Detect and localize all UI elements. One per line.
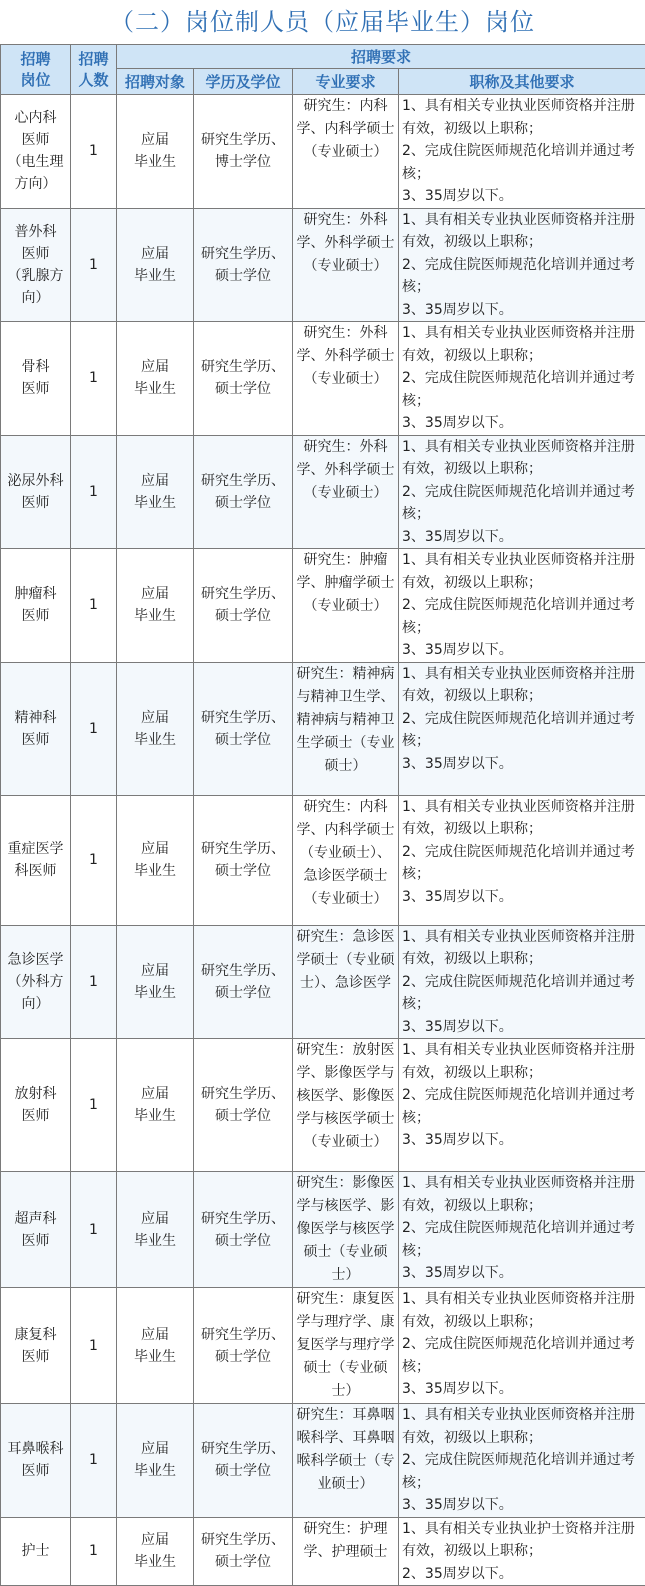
requirement-line: 1、具有相关专业执业医师资格并注册有效，初级以上职称； xyxy=(402,926,642,971)
major-cell: 研究生：康复医学与理疗学、康复医学与理疗学硕士（专业硕士） xyxy=(293,1288,399,1404)
count-cell: 1 xyxy=(71,1404,117,1518)
header-post: 招聘 岗位 xyxy=(1,45,71,95)
table-row xyxy=(1,795,645,925)
requirement-line: 1、具有相关专业执业医师资格并注册有效，初级以上职称； xyxy=(402,549,642,594)
count-cell: 1 xyxy=(71,95,117,209)
other-requirements-cell xyxy=(399,95,645,209)
education-cell: 研究生学历、 硕士学位 xyxy=(194,925,293,1039)
target-cell: 应届 毕业生 xyxy=(117,1288,194,1404)
other-requirements-cell xyxy=(399,1517,645,1586)
major-cell: 研究生：护理学、护理硕士 xyxy=(293,1517,399,1586)
requirement-line: 3、35周岁以下。 xyxy=(402,1129,642,1152)
education-cell: 研究生学历、 博士学位 xyxy=(194,95,293,209)
table-row xyxy=(1,208,645,322)
requirement-line: 3、35周岁以下。 xyxy=(402,412,642,435)
table-row xyxy=(1,1517,645,1586)
requirement-line: 2、完成住院医师规范化培训并通过考核； xyxy=(402,1333,642,1378)
target-cell: 应届 毕业生 xyxy=(117,1404,194,1518)
requirement-line: 3、35周岁以下。 xyxy=(402,886,642,909)
requirement-line: 1、具有相关专业执业医师资格并注册有效，初级以上职称； xyxy=(402,1288,642,1333)
major-cell: 研究生：肿瘤学、肿瘤学硕士（专业硕士） xyxy=(293,549,399,663)
target-cell: 应届 毕业生 xyxy=(117,1517,194,1586)
target-cell: 应届 毕业生 xyxy=(117,95,194,209)
major-cell: 研究生：精神病与精神卫生学、精神病与精神卫生学硕士（专业硕士） xyxy=(293,662,399,795)
count-cell: 1 xyxy=(71,1517,117,1586)
target-cell: 应届 毕业生 xyxy=(117,435,194,549)
requirement-line: 2、完成住院医师规范化培训并通过考核； xyxy=(402,841,642,886)
major-cell: 研究生：耳鼻咽喉科学、耳鼻咽喉科学硕士（专业硕士） xyxy=(293,1404,399,1518)
post-cell: 护士 xyxy=(1,1517,71,1586)
target-cell: 应届 毕业生 xyxy=(117,322,194,436)
requirement-line: 3、35周岁以下。 xyxy=(402,1378,642,1401)
table-row xyxy=(1,1172,645,1288)
other-requirements-cell xyxy=(399,549,645,663)
requirement-line: 2、完成住院医师规范化培训并通过考核； xyxy=(402,481,642,526)
other-requirements-cell xyxy=(399,322,645,436)
requirement-line: 2、完成住院医师规范化培训并通过考核； xyxy=(402,1084,642,1129)
requirement-line: 1、具有相关专业执业医师资格并注册有效，初级以上职称； xyxy=(402,209,642,254)
target-cell: 应届 毕业生 xyxy=(117,662,194,795)
requirement-line: 1、具有相关专业执业医师资格并注册有效，初级以上职称； xyxy=(402,1039,642,1084)
requirement-line: 1、具有相关专业执业医师资格并注册有效，初级以上职称； xyxy=(402,1172,642,1217)
recruitment-table xyxy=(0,44,645,1586)
post-cell: 耳鼻喉科 医师 xyxy=(1,1404,71,1518)
target-cell: 应届 毕业生 xyxy=(117,549,194,663)
post-cell: 超声科 医师 xyxy=(1,1172,71,1288)
count-cell: 1 xyxy=(71,1288,117,1404)
table-row xyxy=(1,1039,645,1172)
other-requirements-cell xyxy=(399,435,645,549)
post-cell: 精神科 医师 xyxy=(1,662,71,795)
post-cell: 急诊医学 （外科方 向） xyxy=(1,925,71,1039)
education-cell: 研究生学历、 硕士学位 xyxy=(194,322,293,436)
requirement-line: 2、完成住院医师规范化培训并通过考核； xyxy=(402,1449,642,1494)
post-cell: 骨科 医师 xyxy=(1,322,71,436)
count-cell: 1 xyxy=(71,435,117,549)
count-cell: 1 xyxy=(71,549,117,663)
header-count: 招聘 人数 xyxy=(71,45,117,95)
requirement-line: 3、35周岁以下。 xyxy=(402,1262,642,1285)
post-cell: 重症医学 科医师 xyxy=(1,795,71,925)
education-cell: 研究生学历、 硕士学位 xyxy=(194,1404,293,1518)
target-cell: 应届 毕业生 xyxy=(117,208,194,322)
header-other: 职称及其他要求 xyxy=(399,69,645,95)
major-cell: 研究生：内科学、内科学硕士（专业硕士）、急诊医学硕士（专业硕士） xyxy=(293,795,399,925)
table-row xyxy=(1,925,645,1039)
count-cell: 1 xyxy=(71,208,117,322)
requirement-line: 3、35周岁以下。 xyxy=(402,1494,642,1517)
requirement-line: 1、具有相关专业执业医师资格并注册有效，初级以上职称； xyxy=(402,796,642,841)
count-cell: 1 xyxy=(71,662,117,795)
requirement-line: 2、完成住院医师规范化培训并通过考核； xyxy=(402,140,642,185)
page-title: （二）岗位制人员（应届毕业生）岗位 xyxy=(0,0,645,44)
requirement-line: 2、完成住院医师规范化培训并通过考核； xyxy=(402,1217,642,1262)
header-target: 招聘对象 xyxy=(117,69,194,95)
other-requirements-cell xyxy=(399,795,645,925)
table-row xyxy=(1,322,645,436)
count-cell: 1 xyxy=(71,1039,117,1172)
requirement-line: 2、完成住院医师规范化培训并通过考核； xyxy=(402,254,642,299)
education-cell: 研究生学历、 硕士学位 xyxy=(194,795,293,925)
post-cell: 放射科 医师 xyxy=(1,1039,71,1172)
count-cell: 1 xyxy=(71,322,117,436)
target-cell: 应届 毕业生 xyxy=(117,795,194,925)
education-cell: 研究生学历、 硕士学位 xyxy=(194,549,293,663)
table-row xyxy=(1,549,645,663)
post-cell: 康复科 医师 xyxy=(1,1288,71,1404)
table-row xyxy=(1,1404,645,1518)
major-cell: 研究生：急诊医学硕士（专业硕士）、急诊医学 xyxy=(293,925,399,1039)
count-cell: 1 xyxy=(71,925,117,1039)
other-requirements-cell xyxy=(399,1039,645,1172)
requirement-line: 2、完成住院医师规范化培训并通过考核； xyxy=(402,971,642,1016)
requirement-line: 2、完成住院医师规范化培训并通过考核； xyxy=(402,708,642,753)
target-cell: 应届 毕业生 xyxy=(117,1172,194,1288)
header-requirements: 招聘要求 xyxy=(117,45,645,69)
requirement-line: 1、具有相关专业执业医师资格并注册有效，初级以上职称； xyxy=(402,663,642,708)
target-cell: 应届 毕业生 xyxy=(117,1039,194,1172)
requirement-line: 3、35周岁以下。 xyxy=(402,526,642,549)
education-cell: 研究生学历、 硕士学位 xyxy=(194,1039,293,1172)
requirement-line: 3、35周岁以下。 xyxy=(402,753,642,776)
requirement-line: 1、具有相关专业执业医师资格并注册有效，初级以上职称； xyxy=(402,95,642,140)
major-cell: 研究生：外科学、外科学硕士（专业硕士） xyxy=(293,322,399,436)
post-cell: 肿瘤科 医师 xyxy=(1,549,71,663)
major-cell: 研究生：影像医学与核医学、影像医学与核医学硕士（专业硕士） xyxy=(293,1172,399,1288)
post-cell: 泌尿外科 医师 xyxy=(1,435,71,549)
table-row xyxy=(1,435,645,549)
table-row xyxy=(1,662,645,795)
count-cell: 1 xyxy=(71,1172,117,1288)
table-row xyxy=(1,1288,645,1404)
education-cell: 研究生学历、 硕士学位 xyxy=(194,1288,293,1404)
other-requirements-cell xyxy=(399,1172,645,1288)
count-cell: 1 xyxy=(71,795,117,925)
education-cell: 研究生学历、 硕士学位 xyxy=(194,662,293,795)
requirement-line: 3、35周岁以下。 xyxy=(402,1016,642,1039)
header-education: 学历及学位 xyxy=(194,69,293,95)
major-cell: 研究生：内科学、内科学硕士（专业硕士） xyxy=(293,95,399,209)
other-requirements-cell xyxy=(399,1288,645,1404)
requirement-line: 3、35周岁以下。 xyxy=(402,299,642,322)
requirement-line: 1、具有相关专业执业护士资格并注册有效，初级以上职称； xyxy=(402,1518,642,1563)
requirement-line: 2、35周岁以下。 xyxy=(402,1563,642,1586)
education-cell: 研究生学历、 硕士学位 xyxy=(194,1517,293,1586)
major-cell: 研究生：放射医学、影像医学与核医学、影像医学与核医学硕士（专业硕士） xyxy=(293,1039,399,1172)
target-cell: 应届 毕业生 xyxy=(117,925,194,1039)
education-cell: 研究生学历、 硕士学位 xyxy=(194,435,293,549)
requirement-line: 3、35周岁以下。 xyxy=(402,185,642,208)
table-row xyxy=(1,95,645,209)
requirement-line: 1、具有相关专业执业医师资格并注册有效，初级以上职称； xyxy=(402,436,642,481)
other-requirements-cell xyxy=(399,925,645,1039)
other-requirements-cell xyxy=(399,1404,645,1518)
requirement-line: 2、完成住院医师规范化培训并通过考核； xyxy=(402,367,642,412)
requirement-line: 1、具有相关专业执业医师资格并注册有效，初级以上职称； xyxy=(402,322,642,367)
requirement-line: 1、具有相关专业执业医师资格并注册有效，初级以上职称； xyxy=(402,1404,642,1449)
post-cell: 普外科 医师 （乳腺方 向） xyxy=(1,208,71,322)
education-cell: 研究生学历、 硕士学位 xyxy=(194,1172,293,1288)
post-cell: 心内科 医师 （电生理 方向） xyxy=(1,95,71,209)
other-requirements-cell xyxy=(399,662,645,795)
header-major: 专业要求 xyxy=(293,69,399,95)
major-cell: 研究生：外科学、外科学硕士（专业硕士） xyxy=(293,208,399,322)
major-cell: 研究生：外科学、外科学硕士（专业硕士） xyxy=(293,435,399,549)
requirement-line: 3、35周岁以下。 xyxy=(402,639,642,662)
other-requirements-cell xyxy=(399,208,645,322)
education-cell: 研究生学历、 硕士学位 xyxy=(194,208,293,322)
requirement-line: 2、完成住院医师规范化培训并通过考核； xyxy=(402,594,642,639)
